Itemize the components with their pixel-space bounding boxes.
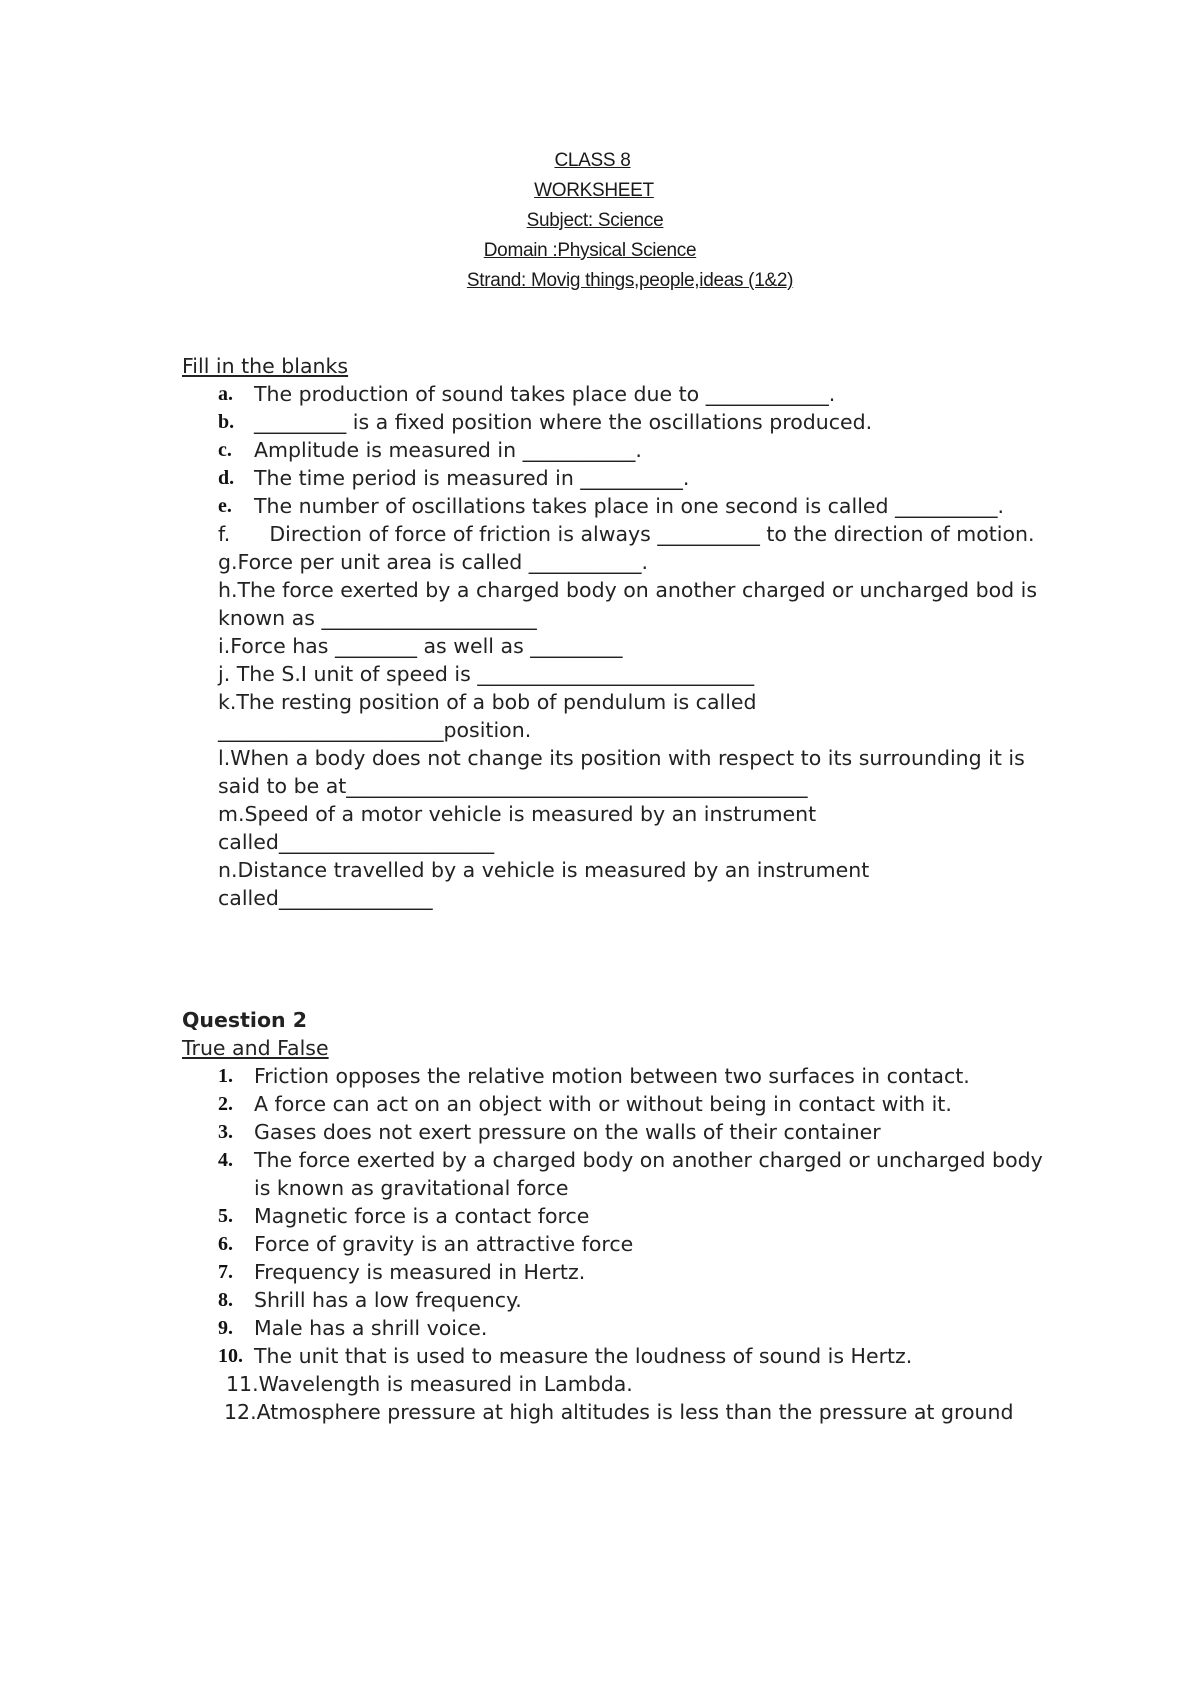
fill-blanks-section [182,352,1062,912]
list-item [218,1062,1062,1090]
list-item: n.Distance travelled by a vehicle is measured by an instrument called_______________ [218,858,870,910]
item-text: Shrill has a low frequency. [254,1288,522,1312]
item-label: c. [218,439,232,461]
item-label: 2. [218,1093,233,1115]
list-item [218,1118,1062,1146]
list-item: g.Force per unit area is called ___________. [218,550,649,574]
worksheet-title: WORKSHEET [534,180,654,201]
item-text: The time period is measured in __________. [254,466,690,490]
list-item: h.The force exerted by a charged body on another charged or uncharged bod is known as _____________________ [218,578,1038,630]
item-text: The production of sound takes place due to ____________. [254,382,836,406]
list-item [218,1342,1062,1370]
list-item [218,408,1062,436]
worksheet-header [0,146,1200,296]
item-text: The unit that is used to measure the loudness of sound is Hertz. [254,1344,913,1368]
item-label: 8. [218,1289,233,1311]
item-label: 7. [218,1261,233,1283]
item-label: 3. [218,1121,233,1143]
list-item: j. The S.I unit of speed is ___________________________ [218,662,755,686]
list-item [218,1314,1062,1342]
item-text: A force can act on an object with or without being in contact with it. [254,1092,952,1116]
item-text: Magnetic force is a contact force [254,1204,590,1228]
item-label: 10. [218,1345,243,1367]
plain-items [218,520,1062,912]
item-text: The force exerted by a charged body on another charged or uncharged body is known as gravitational force [254,1148,1043,1200]
item-label: 4. [218,1149,233,1171]
list-item [218,492,1062,520]
item-text: Male has a shrill voice. [254,1316,488,1340]
list-item: 12.Atmosphere pressure at high altitudes is less than the pressure at ground [224,1400,1014,1424]
list-item [218,1258,1062,1286]
list-item: 11.Wavelength is measured in Lambda. [226,1372,633,1396]
item-label: 6. [218,1233,233,1255]
list-item [218,464,1062,492]
item-text: Gases does not exert pressure on the walls of their container [254,1120,881,1144]
list-item: f. Direction of force of friction is always __________ to the direction of motion. [218,522,1035,546]
list-item: i.Force has ________ as well as _________ [218,634,623,658]
list-item [218,1230,1062,1258]
question2-section [182,1006,1062,1426]
domain-line: Domain :Physical Science [483,240,697,261]
list-item [218,436,1062,464]
list-item [218,1286,1062,1314]
item-label: 1. [218,1065,233,1087]
item-label: a. [218,383,233,405]
item-label: b. [218,411,235,433]
list-item [218,1202,1062,1230]
fill-blanks-heading: Fill in the blanks [182,354,349,378]
true-false-heading: True and False [182,1036,329,1060]
question2-title: Question 2 [182,1008,308,1032]
list-item [218,1090,1062,1118]
strand-line: Strand: Movig things,people,ideas (1&2) [466,270,794,291]
list-item: k.The resting position of a bob of pendulum is called ______________________position. [218,690,757,742]
item-text: The number of oscillations takes place in one second is called __________. [254,494,1005,518]
list-item [218,380,1062,408]
item-label: 5. [218,1205,233,1227]
list-item: l.When a body does not change its position with respect to its surrounding it is said to be at_____________________________________________ [218,746,1025,798]
item-text: Frequency is measured in Hertz. [254,1260,586,1284]
subject-line: Subject: Science [526,210,664,231]
list-item [218,1146,1062,1202]
item-text: Amplitude is measured in ___________. [254,438,642,462]
item-label: 9. [218,1317,233,1339]
list-item: m.Speed of a motor vehicle is measured by an instrument called_____________________ [218,802,817,854]
item-text: Force of gravity is an attractive force [254,1232,634,1256]
item-label: e. [218,495,232,517]
class-title: CLASS 8 [554,150,631,171]
item-text: _________ is a fixed position where the oscillations produced. [254,410,873,434]
item-label: d. [218,467,235,489]
item-text: Friction opposes the relative motion between two surfaces in contact. [254,1064,970,1088]
